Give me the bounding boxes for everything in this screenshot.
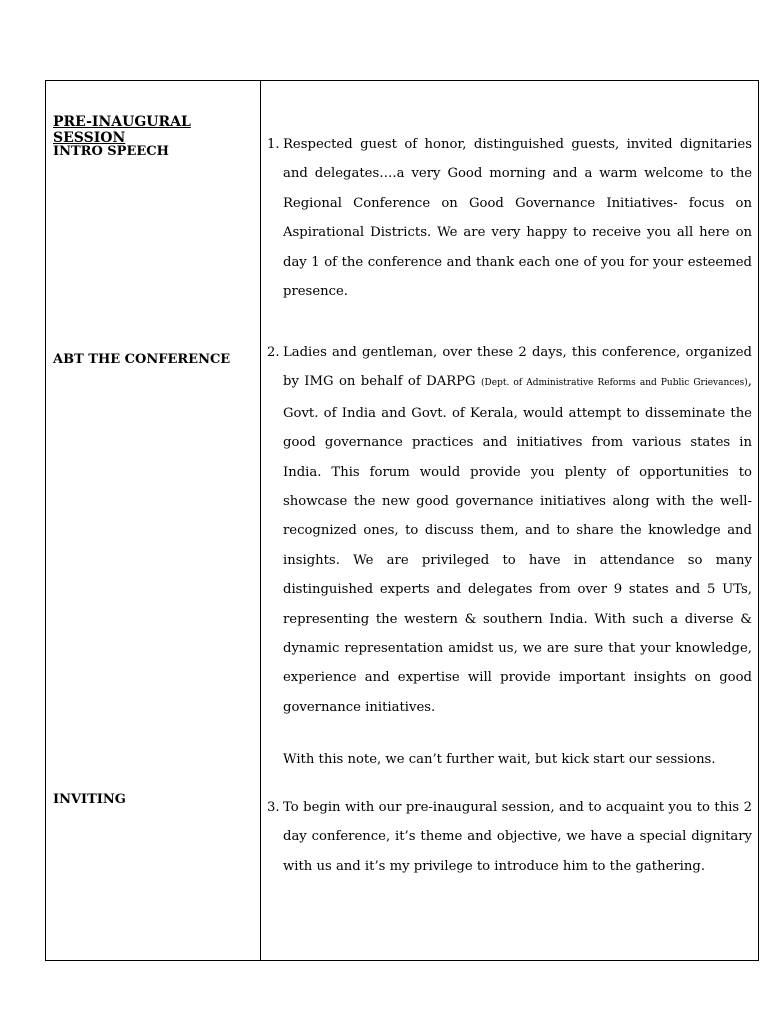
left-column — [46, 81, 260, 960]
paragraph-1 — [267, 130, 752, 306]
speech-table — [45, 80, 759, 961]
session-title: PRE-INAUGURAL SESSION — [53, 114, 191, 146]
inviting-label: INVITING — [53, 792, 126, 807]
transition-note: With this note, we can’t further wait, but kick start our sessions. — [283, 752, 716, 767]
paragraph-text-a: Ladies and gentleman, over these 2 days, this conference, organized by IMG on behalf of DARPG — [283, 345, 752, 390]
paragraph-text-b: , Govt. of India and Govt. of Kerala, would attempt to disseminate the good governance practices and initiatives from various states in India. This forum would provide you plenty of opportunities to showcase the new good governance initiatives along with the well-recognized ones, to discuss them, and to share the knowledge and insights. We are privileged to have in attendance so many distinguished experts and delegates from over 9 states and 5 UTs, representing the western & southern India. With such a diverse & dynamic representation amidst us, we are sure that your knowledge, experience and expertise will provide important insights on good governance initiatives. — [283, 374, 752, 715]
right-column — [267, 81, 752, 960]
paragraph-text: To begin with our pre-inaugural session, and to acquaint you to this 2 day conference, it’s theme and objective, we have a special dignitary with us and it’s my privilege to introduce him to the gathering. — [283, 800, 752, 874]
paragraph-3 — [267, 793, 752, 881]
darpg-expansion: (Dept. of Administrative Reforms and Public Grievances) — [481, 378, 748, 389]
paragraph-number: 1. — [267, 137, 280, 152]
paragraph-number: 3. — [267, 800, 280, 815]
column-divider — [260, 81, 261, 960]
paragraph-number: 2. — [267, 345, 280, 360]
paragraph-2 — [267, 338, 752, 722]
intro-speech-label: INTRO SPEECH — [53, 144, 169, 159]
about-conference-label: ABT THE CONFERENCE — [53, 352, 231, 367]
paragraph-text: Respected guest of honor, distinguished guests, invited dignitaries and delegates….a very Good morning and a warm welcome to the Regional Conference on Good Governance Initiatives- focus on Aspirational Districts. We are very happy to receive you all here on day 1 of the conference and thank each one of you for your esteemed presence. — [283, 137, 752, 300]
paragraph-text — [267, 338, 752, 722]
